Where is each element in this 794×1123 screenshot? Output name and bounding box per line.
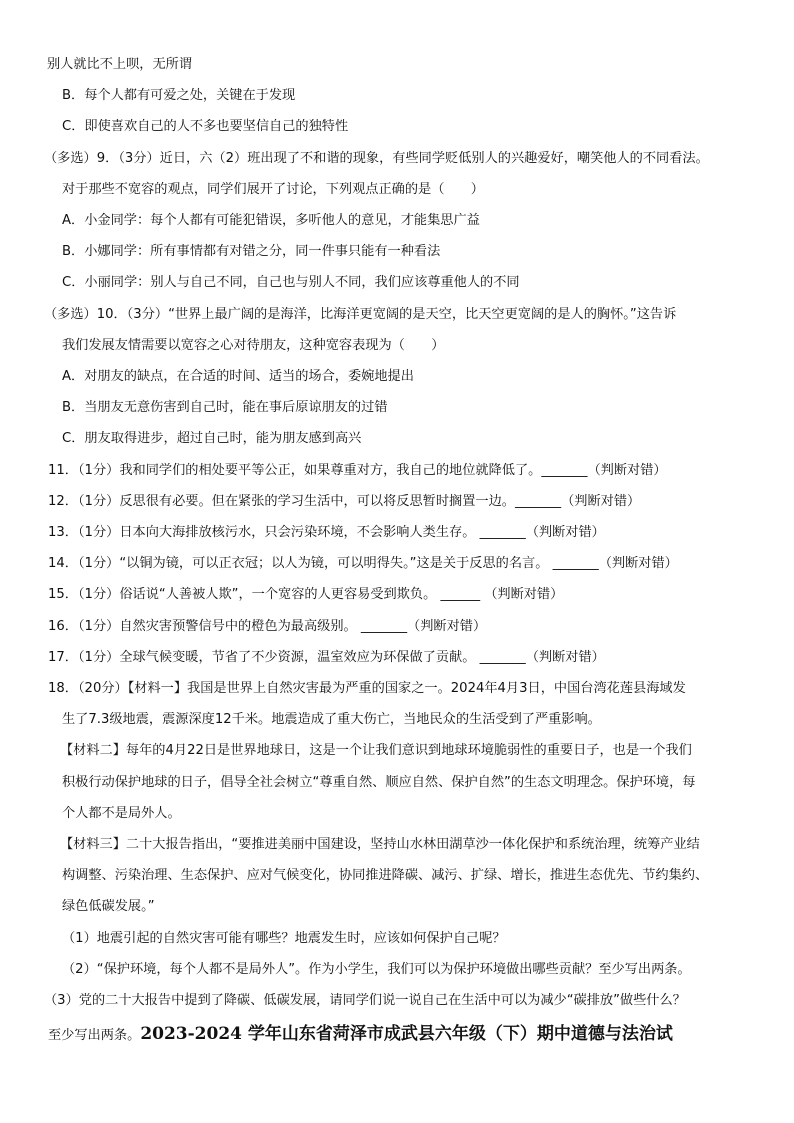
question-15: 15．（1分）俗话说“人善被人欺”，一个宽容的人更容易受到欺负。 ______ （判断对错） [48, 587, 564, 602]
material-2-cont: 积极行动保护地球的日子，倡导全社会树立“尊重自然、顺应自然、保护自然”的生态文明理念。保护环境，每 [62, 775, 696, 790]
option-c: C．即使喜欢自己的人不多也要坚信自己的独特性 [62, 119, 349, 134]
question-18-cont: 生了7.3级地震，震源深度12千米。地震造成了重大伤亡，当地民众的生活受到了严重影响。 [62, 712, 601, 727]
sub-question-3: （3）党的二十大报告中提到了降碳、低碳发展，请同学们说一说自己在生活中可以为减少“碳排放”做些什么？ [44, 993, 686, 1008]
material-3-end: 绿色低碳发展。” [62, 899, 155, 914]
option-b: B．每个人都有可爱之处，关键在于发现 [62, 88, 296, 103]
question-13: 13．（1分）日本向大海排放核污水，只会污染环境，不会影响人类生存。 _______（判断对错） [48, 525, 605, 540]
question-10: （多选）10．（3分）“世界上最广阔的是海洋，比海洋更宽阔的是天空，比天空更宽阔的是人的胸怀。”这告诉 [44, 307, 677, 322]
question-10-cont: 我们发展友情需要以宽容之心对待朋友，这种宽容表现为（ ） [62, 338, 445, 353]
question-14: 14．（1分）“以铜为镜，可以正衣冠；以人为镜，可以明得失。”这是关于反思的名言。 _______（判断对错） [48, 556, 678, 571]
sub-question-3-end: 至少写出两条。 [48, 1028, 141, 1043]
q9-option-c: C．小丽同学：别人与自己不同，自己也与别人不同，我们应该尊重他人的不同 [62, 275, 520, 290]
exam-title: 2023-2024 学年山东省菏泽市成武县六年级（下）期中道德与法治试 [140, 1024, 673, 1044]
question-17: 17．（1分）全球气候变暖，节省了不少资源，温室效应为环保做了贡献。 _______（判断对错） [48, 650, 605, 665]
question-16: 16．（1分）自然灾害预警信号中的橙色为最高级别。 _______（判断对错） [48, 619, 487, 634]
q9-option-b: B．小娜同学：所有事情都有对错之分，同一件事只能有一种看法 [62, 244, 441, 259]
question-12: 12．（1分）反思很有必要。但在紧张的学习生活中，可以将反思暂时搁置一边。_______（判断对错） [48, 494, 641, 509]
q10-option-b: B．当朋友无意伤害到自己时，能在事后原谅朋友的过错 [62, 400, 388, 415]
q10-option-a: A．对朋友的缺点，在合适的时间、适当的场合，委婉地提出 [62, 369, 414, 384]
option-continuation: 别人就比不上呗，无所谓 [47, 57, 193, 72]
material-2-end: 个人都不是局外人。 [62, 806, 181, 821]
q10-option-c: C．朋友取得进步，超过自己时，能为朋友感到高兴 [62, 431, 362, 446]
q9-option-a: A．小金同学：每个人都有可能犯错误，多听他人的意见，才能集思广益 [62, 213, 480, 228]
material-3-cont: 构调整、污染治理、生态保护、应对气候变化，协同推进降碳、减污、扩绿、增长，推进生态优先、节约集约、 [62, 868, 709, 883]
sub-question-1: （1）地震引起的自然灾害可能有哪些？地震发生时，应该如何保护自己呢？ [62, 931, 506, 946]
question-11: 11．（1分）我和同学们的相处要平等公正，如果尊重对方，我自己的地位就降低了。_______（判断对错） [48, 463, 667, 478]
material-3: 【材料三】二十大报告指出，“要推进美丽中国建设，坚持山水林田湖草沙一体化保护和系统治理，统筹产业结 [60, 837, 700, 852]
last-line [48, 1024, 673, 1046]
material-2: 【材料二】每年的4月22日是世界地球日，这是一个让我们意识到地球环境脆弱性的重要日子，也是一个我们 [60, 743, 692, 758]
question-9-cont: 对于那些不宽容的观点，同学们展开了讨论，下列观点正确的是（ ） [62, 182, 484, 197]
question-18: 18．（20分）【材料一】我国是世界上自然灾害最为严重的国家之一。2024年4月3日，中国台湾花莲县海域发 [48, 681, 686, 696]
sub-question-2: （2）“保护环境，每个人都不是局外人”。作为小学生，我们可以为保护环境做出哪些贡献？至少写出两条。 [62, 962, 691, 977]
question-9: （多选）9．（3分）近日，六（2）班出现了不和谐的现象，有些同学贬低别人的兴趣爱好，嘲笑他人的不同看法。 [44, 151, 709, 166]
